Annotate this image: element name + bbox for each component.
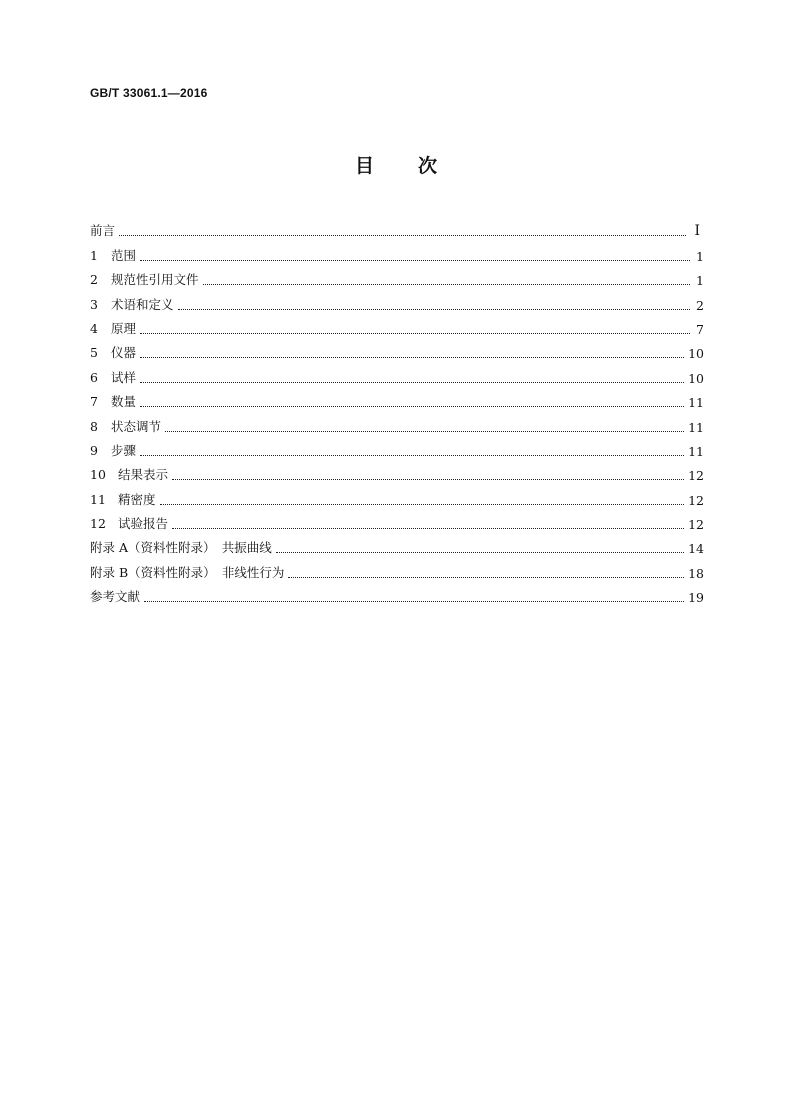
toc-entry-label: 参考文献 [90, 589, 141, 605]
toc-entry-label: 8 状态调节 [90, 418, 162, 434]
toc-leader-dots [165, 421, 684, 432]
toc-title-part1: 目 [354, 155, 374, 177]
toc-entry-page: 11 [688, 395, 704, 411]
toc-entry-page: 10 [688, 370, 704, 386]
toc-entry-label: 10 结果表示 [90, 467, 169, 483]
toc-entry-label: 12 试验报告 [90, 516, 169, 532]
toc-leader-dots [144, 591, 684, 602]
toc-entry-page: Ⅰ [694, 223, 700, 240]
toc-leader-dots [140, 445, 684, 456]
toc-entry-3[interactable] [90, 288, 704, 312]
toc-entry-label: 3 术语和定义 [90, 296, 174, 312]
toc-entry-page: 18 [688, 565, 704, 581]
toc-entry-6[interactable] [90, 361, 704, 385]
toc-entry-5[interactable] [90, 337, 704, 361]
toc-entry-4[interactable] [90, 313, 704, 337]
toc-entry-label: 7 数量 [90, 394, 137, 410]
toc-entry-11[interactable] [90, 483, 704, 507]
toc-entry-label: 5 仪器 [90, 345, 137, 361]
toc-leader-dots [160, 494, 685, 505]
toc-entry-bibliography[interactable] [90, 581, 704, 605]
toc-title [0, 151, 792, 178]
toc-entry-9[interactable] [90, 435, 704, 459]
toc-entry-1[interactable] [90, 239, 704, 263]
toc-entry-page: 11 [688, 443, 704, 459]
toc-entry-12[interactable] [90, 508, 704, 532]
toc-entry-8[interactable] [90, 410, 704, 434]
toc-entry-page: 1 [696, 273, 704, 289]
toc-entry-label: 11 精密度 [90, 491, 156, 507]
toc-leader-dots [276, 542, 684, 553]
toc-entry-page: 12 [688, 517, 704, 533]
toc-leader-dots [203, 274, 690, 285]
toc-entry-page: 14 [688, 541, 704, 557]
toc-entry-label: 附录 B（资料性附录） 非线性行为 [90, 564, 285, 580]
toc-leader-dots [140, 347, 684, 358]
toc-entry-annex-b[interactable] [90, 556, 704, 580]
toc-entry-annex-a[interactable] [90, 532, 704, 556]
toc-entry-page: 10 [688, 346, 704, 362]
toc-entry-label: 6 试样 [90, 369, 137, 385]
toc-entry-label: 前言 [90, 223, 116, 239]
toc-leader-dots [288, 567, 684, 578]
standard-code: GB/T 33061.1—2016 [90, 86, 208, 100]
toc-entry-page: 12 [688, 468, 704, 484]
toc-entry-label: 附录 A（资料性附录） 共振曲线 [90, 540, 272, 556]
toc-leader-dots [140, 250, 690, 261]
toc-entry-label: 4 原理 [90, 320, 137, 336]
toc-entry-foreword[interactable] [90, 215, 704, 239]
toc-leader-dots [172, 518, 684, 529]
toc-leader-dots [119, 225, 686, 236]
toc-entry-page: 11 [688, 419, 704, 435]
toc-entry-2[interactable] [90, 264, 704, 288]
toc-entry-page: 7 [696, 321, 704, 337]
toc-leader-dots [140, 396, 684, 407]
toc-leader-dots [178, 299, 690, 310]
toc-entry-label: 2 规范性引用文件 [90, 272, 199, 288]
toc-leader-dots [140, 323, 690, 334]
toc-leader-dots [172, 469, 684, 480]
toc-entry-10[interactable] [90, 459, 704, 483]
toc-entry-7[interactable] [90, 386, 704, 410]
toc-entry-page: 19 [688, 590, 704, 606]
toc-entry-page: 2 [696, 297, 704, 313]
toc-entry-page: 1 [696, 248, 704, 264]
toc-entry-page: 12 [688, 492, 704, 508]
toc-leader-dots [140, 372, 684, 383]
toc-title-part2: 次 [418, 155, 438, 177]
toc-entry-label: 9 步骤 [90, 442, 137, 458]
toc-list [90, 215, 704, 605]
toc-entry-label: 1 范围 [90, 247, 137, 263]
